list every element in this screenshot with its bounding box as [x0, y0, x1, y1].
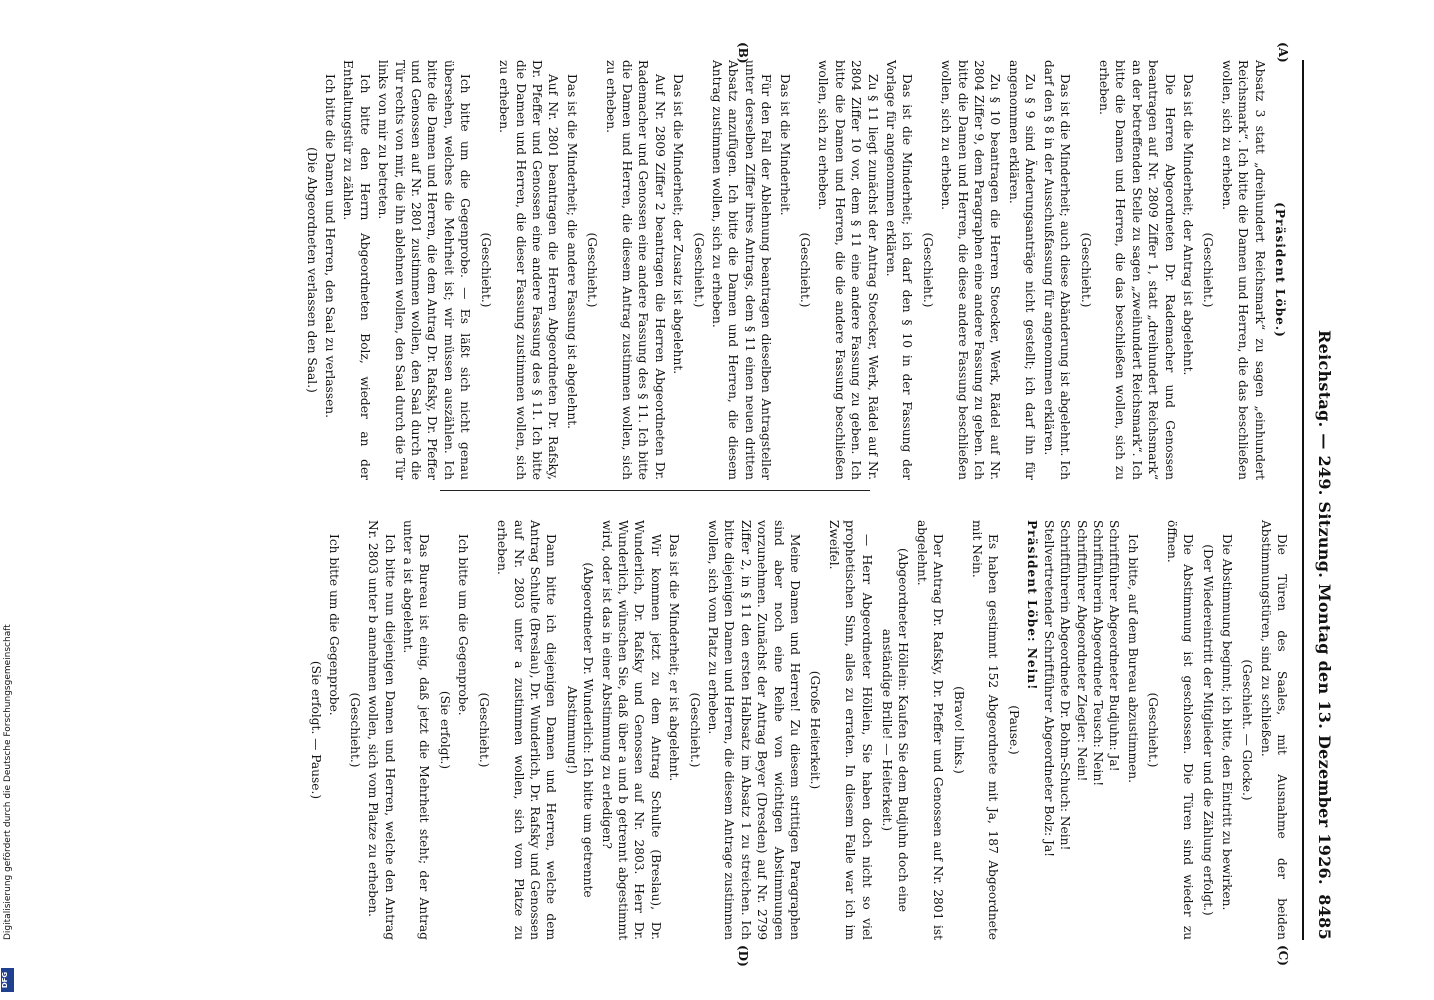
paragraph: Das Bureau ist einig, daß jetzt die Mehrheit steht; der Antrag unter a ist abgelehnt.	[401, 520, 432, 940]
stage-direction: (Pause.)	[1006, 705, 1021, 755]
stage-direction: (Sie erfolgt. — Pause.)	[309, 660, 324, 800]
speaker-heading: (Präsident Löbe.)	[1273, 202, 1287, 338]
paragraph: Das ist die Minderheit; die andere Fassung ist abgelehnt.	[564, 74, 579, 429]
dfg-logo	[1, 968, 14, 992]
paragraph: Wir kommen jetzt zu dem Antrag Schulte (Breslau), Dr. Wunderlich, Dr. Rafsky und Genossen auf Nr. 2803. Herr Dr. Wunderlich, wünschen Sie, daß über a und b getrennt abgestimmt wird, oder ist das in einer Abstimmung zu erledigen?	[599, 520, 663, 940]
stage-direction: (Geschieht.)	[347, 692, 362, 768]
stage-direction: (Bravo! links.)	[951, 686, 966, 774]
header-title: Reichstag. — 249. Sitzung. Montag den 13. Dezember 1926.	[1315, 330, 1334, 885]
paragraph: Das ist die Minderheit; der Zusatz ist abgelehnt.	[671, 74, 686, 375]
vote-list	[1040, 520, 1122, 940]
margin-marker-a: (A)	[1276, 42, 1290, 63]
page-number: 8485	[1315, 894, 1334, 940]
margin-marker-b: (B)	[736, 42, 750, 64]
margin-marker-c: (C)	[1276, 945, 1290, 966]
paragraph: Das ist die Minderheit; er ist abgelehnt.	[667, 534, 682, 782]
paragraph: — Herr Abgeordneter Höllein, Sie haben doch nicht so viel prophetischen Sinn, alles zu erraten. In diesem Falle war ich im Zweifel.	[826, 520, 874, 940]
paragraph: Ich bitte, auf dem Bureau abzustimmen.	[1125, 534, 1140, 784]
vote-entry: Stellvertretender Schriftführer Abgeordneter Bolz: Ja!	[1041, 520, 1056, 857]
stage-direction: (Geschieht.)	[476, 692, 491, 768]
paragraph: Ich bitte nun diejenigen Damen und Herren, welche den Antrag Nr. 2803 unter b annehmen wollen, sich vom Platze zu erheben.	[366, 520, 397, 940]
paragraph: Zu § 11 liegt zunächst der Antrag Stoecker, Werk, Rädel auf Nr. 2804 Ziffer 10 vor, dem § 11 eine andere Fassung zu geben. Ich bitte die Damen und Herren, die die andere Fassung beschließen wollen, sich zu erheben.	[816, 60, 880, 480]
paragraph: Ich bitte die Damen und Herren, den Saal zu verlassen.	[323, 74, 338, 419]
paragraph: Die Abstimmung ist geschlossen. Die Türen sind wieder zu öffnen.	[1164, 520, 1195, 940]
paragraph: Dann bitte ich diejenigen Damen und Herren, welche dem Antrag Schulte (Breslau), Dr. Wunderlich, Dr. Rafsky und Genossen auf Nr. 2803 unter a zustimmen wollen, sich vom Platze zu erheben.	[495, 520, 559, 940]
stage-direction: (Geschieht.)	[687, 692, 702, 768]
paragraph: Das ist die Minderheit.	[777, 74, 792, 216]
stage-direction: (Geschieht.)	[798, 232, 813, 308]
funding-credit-text: Digitalisierung gefördert durch die Deutsche Forschungsgemeinschaft	[3, 624, 13, 940]
stage-direction: (Geschieht.)	[1078, 232, 1093, 308]
paragraph: Absatz 3 statt „dreihundert Reichsmark“ zu sagen „einhundert Reichsmark“. Ich bitte die Damen und Herren, die das beschließen wollen, sich zu erheben.	[1219, 60, 1267, 480]
stage-direction: (Abgeordneter Dr. Wunderlich: Ich bitte um getrennte Abstimmung!)	[564, 562, 596, 898]
stage-direction: (Geschieht.)	[1201, 232, 1216, 308]
paragraph: Die Türen des Saales, mit Ausnahme der beiden Abstimmungstüren, sind zu schließen.	[1258, 520, 1289, 940]
paragraph: Der Antrag Dr. Rafsky, Dr. Pfeffer und Genossen auf Nr. 2801 ist abgelehnt.	[914, 520, 946, 940]
paragraph: Zu § 9 sind Änderungsanträge nicht gestellt; ich darf ihn für angenommen erklären.	[1006, 60, 1038, 480]
paragraph: Ich bitte den Herrn Abgeordneten Bolz, wieder an der Enthaltungstür zu zählen.	[341, 60, 372, 480]
stage-direction: (Die Abgeordneten verlassen den Saal.)	[304, 147, 319, 393]
paragraph: Ich bitte um die Gegenprobe.	[327, 534, 342, 716]
paragraph: Das ist die Minderheit; ich darf den § 10 in der Fassung der Vorlage für angenommen erklären.	[884, 60, 915, 480]
scanned-page	[90, 20, 1340, 980]
stage-direction: (Der Wiedereintritt der Mitglieder und die Zählung erfolgt.)	[1201, 544, 1216, 916]
paragraph: Das ist die Minderheit; der Antrag ist abgelehnt.	[1180, 74, 1195, 376]
paragraph: Das ist die Minderheit; auch diese Abänderung ist abgelehnt. Ich darf den § 8 in der Ausschußfassung für angenommen erklären.	[1041, 60, 1073, 480]
speaker-heading: Präsident Löbe: Nein!	[1025, 520, 1040, 691]
stage-direction: (Geschieht.)	[920, 232, 935, 308]
vote-entry: Schriftführer Abgeordneter Budjuhn: Ja!	[1107, 520, 1122, 772]
vote-entry: Schriftführer Abgeordneter Ziegler: Nein!	[1074, 520, 1089, 782]
header-rule	[1302, 60, 1304, 940]
column-divider	[440, 490, 870, 491]
paragraph: Auf Nr. 2801 beantragen die Herren Abgeordneten Dr. Rafsky, Dr. Pfeffer und Genossen eine andere Fassung des § 11. Ich bitte die Damen und Herren, die dieser Fassung zustimmen wollen, sich zu erheben.	[497, 60, 561, 480]
stage-direction: (Geschieht.)	[478, 232, 493, 308]
paragraph: Ich bitte um die Gegenprobe. — Es läßt sich nicht genau übersehen, welches die Mehrheit ist; wir müssen auszählen. Ich bitte die Damen und Herren, die dem Antrag Dr. Rafsky, Dr. Pfeffer und Genossen auf Nr. 2801 zustimmen wollen, den Saal durch die Tür rechts von mir, die ihn ablehnen wollen, den Saal durch die Tür links von mir zu betreten.	[376, 60, 473, 480]
margin-marker-d: (D)	[736, 945, 750, 967]
stage-direction: (Große Heiterkeit.)	[808, 670, 823, 790]
right-column	[110, 520, 1290, 940]
stage-direction: (Geschieht. — Glocke.)	[1240, 659, 1255, 801]
paragraph: Für den Fall der Ablehnung beantragen dieselben Antragsteller unter derselben Ziffer ihres Antrags, dem § 11 einen neuen dritten Absatz anzufügen. Ich bitte die Damen und Herren, die diesem Antrag zustimmen wollen, sich zu erheben.	[710, 60, 774, 480]
vote-entry: Schriftführerin Abgeordnete Dr. Bohm-Schuch: Nein!	[1058, 520, 1073, 851]
stage-direction: (Sie erfolgt.)	[437, 690, 452, 770]
paragraph: Meine Damen und Herren! Zu diesem strittigen Paragraphen sind aber noch eine Reihe von wichtigen Abstimmungen vorzunehmen. Zunächst der Antrag Beyer (Dresden) auf Nr. 2799 Ziffer 2, in § 11 den ersten Halbsatz im Absatz 1 zu streichen. Ich bitte diejenigen Damen und Herren, die diesem Antrage zustimmen wollen, sich vom Platz zu erheben.	[706, 520, 803, 940]
stage-direction: (Geschieht.)	[585, 232, 600, 308]
paragraph: Auf Nr. 2809 Ziffer 2 beantragen die Herren Abgeordneten Dr. Rademacher und Genossen eine andere Fassung des § 11. Ich bitte die Damen und Herren, die diesem Antrag zustimmen wollen, sich zu erheben.	[603, 60, 667, 480]
paragraph: Es haben gestimmt 152 Abgeordnete mit Ja, 187 Abgeordnete mit Nein.	[970, 520, 1001, 940]
left-column	[110, 60, 1290, 480]
stage-direction: (Geschieht.)	[691, 232, 706, 308]
stage-direction: (Geschieht.)	[1146, 692, 1161, 768]
vote-entry: Schriftführerin Abgeordnete Teusch: Nein!	[1090, 520, 1105, 787]
page-header	[1306, 60, 1334, 940]
paragraph: Ich bitte um die Gegenprobe.	[456, 534, 471, 716]
stage-direction: (Abgeordneter Höllein: Kaufen Sie dem Budjuhn doch eine anständige Brille! — Heiterkeit.)	[880, 547, 911, 913]
dfg-logo-text: DFG	[1, 971, 10, 989]
paragraph: Die Herren Abgeordneten Dr. Rademacher und Genossen beantragen auf Nr. 2809 Ziffer 1, statt „dreihundert Reichsmark“ an der betreffenden Stelle zu sagen „zweihundert Reichsmark“. Ich bitte die Damen und Herren, die das beschließen wollen, sich zu erheben.	[1096, 60, 1177, 480]
paragraph: Die Abstimmung beginnt; ich bitte, den Eintritt zu bewirken.	[1219, 534, 1234, 911]
paragraph: Zu § 10 beantragen die Herren Stoecker, Werk, Rädel auf Nr. 2804 Ziffer 9, dem Paragraphen eine andere Fassung zu geben. Ich bitte die Damen und Herren, die diese andere Fassung beschließen wollen, sich zu erheben.	[939, 60, 1003, 480]
